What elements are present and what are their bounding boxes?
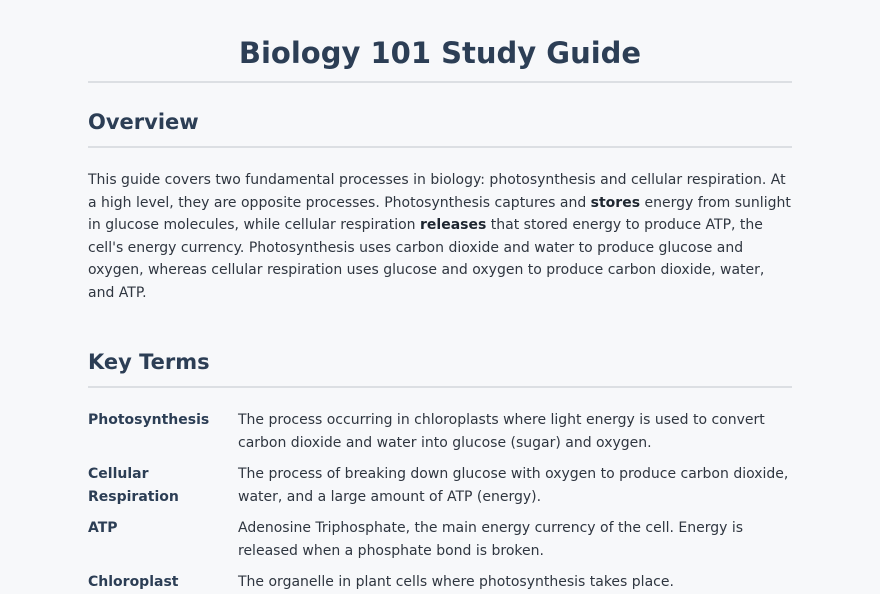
overview-heading: Overview — [88, 110, 199, 134]
study-guide-page — [88, 0, 792, 594]
term-row — [88, 463, 792, 508]
term-name: ATP — [88, 520, 118, 536]
overview-text-1: This guide covers two fundamental processes in biology: photosynthesis and cellular respiration. At a high level, they are opposite processes. Photosynthesis captures and — [88, 172, 786, 211]
term-name: Chloroplast — [88, 574, 179, 590]
overview-bold-releases: releases — [420, 217, 487, 233]
term-name: Cellular Respiration — [88, 466, 179, 505]
term-row — [88, 517, 792, 562]
term-definition: The process of breaking down glucose with oxygen to produce carbon dioxide, water, and a large amount of ATP (energy). — [238, 466, 789, 505]
key-terms-divider — [88, 386, 792, 388]
overview-text-3: that stored energy to produce ATP, the cell's energy currency. Photosynthesis uses carbon dioxide and water to produce glucose and oxygen, whereas cellular respiration uses glucose and oxygen to produce carbon dioxide, water, and ATP. — [88, 217, 765, 301]
term-definition: The organelle in plant cells where photosynthesis takes place. — [238, 574, 674, 590]
term-name: Photosynthesis — [88, 412, 210, 428]
key-terms-list — [88, 409, 792, 594]
overview-text-2: energy from sunlight in glucose molecules, while cellular respiration — [88, 194, 791, 233]
page-title: Biology 101 Study Guide — [238, 36, 642, 70]
term-definition: The process occurring in chloroplasts where light energy is used to convert carbon dioxide and water into glucose (sugar) and oxygen. — [238, 412, 765, 451]
overview-paragraph — [88, 169, 792, 304]
term-definition: Adenosine Triphosphate, the main energy currency of the cell. Energy is released when a phosphate bond is broken. — [238, 520, 744, 559]
overview-divider — [88, 146, 792, 148]
term-row — [88, 571, 792, 594]
title-divider — [88, 81, 792, 83]
key-terms-heading: Key Terms — [88, 350, 210, 374]
term-row — [88, 409, 792, 454]
overview-bold-stores: stores — [590, 194, 641, 211]
